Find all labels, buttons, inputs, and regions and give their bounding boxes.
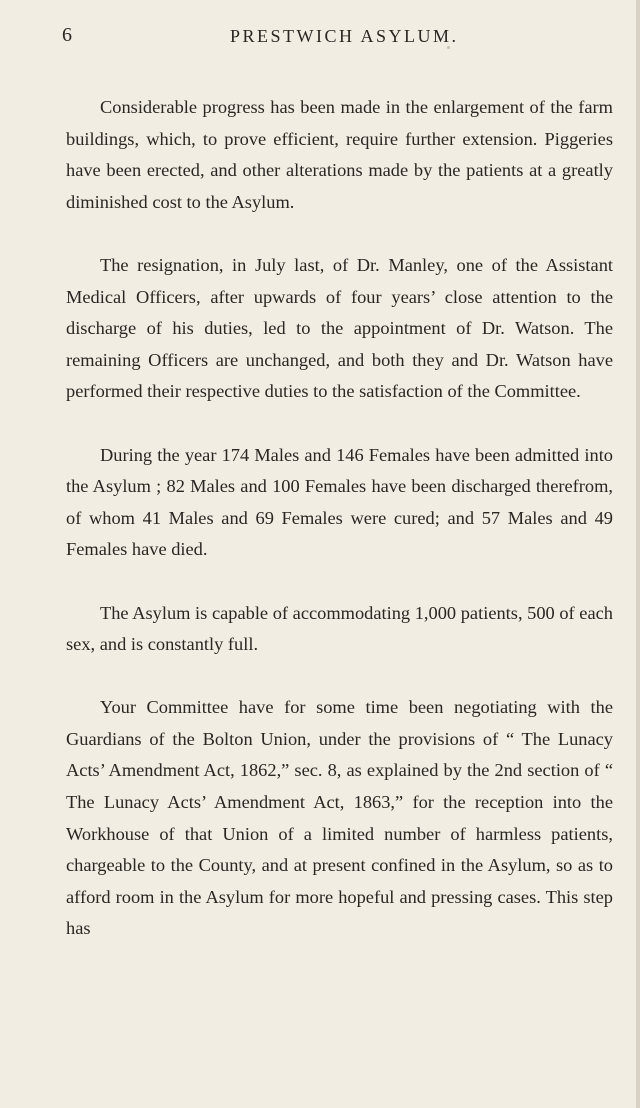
paragraph-farm-buildings: Considerable progress has been made in the enlargement of the farm buildings, which, to prove efficient, require further extension. Piggeries have been erected, and other alterations made by the patients at a greatly diminished cost to the Asylum. [66, 97, 613, 212]
page-number: 6 [62, 24, 73, 46]
running-head [62, 24, 612, 54]
paragraph-officers: The resignation, in July last, of Dr. Manley, one of the Assistant Medical Officers, after upwards of four years’ close attention to the discharge of his duties, led to the appointment of Dr. Watson. The remaining Officers are unchanged, and both they and Dr. Watson have performed their respective duties to the satisfaction of the Committee. [66, 254, 613, 402]
page-edge-shadow [636, 0, 640, 1108]
running-title: PRESTWICH ASYLUM. [230, 26, 459, 46]
paragraph-bolton-union: Your Committee have for some time been negotiating with the Guardians of the Bolton Union, under the provisions of “ The Lunacy Acts’ Amendment Act, 1862,” sec. 8, as explained by the 2nd section of “ The Lunacy Acts’ Amendment Act, 1863,” for the reception into the Workhouse of that Union of a limited number of harmless patients, chargeable to the County, and at present confined in the Asylum, so as to afford room in the Asylum for more hopeful and pressing cases. This step has [66, 697, 613, 939]
paragraph-capacity: The Asylum is capable of accommodating 1,000 patients, 500 of each sex, and is constantly full. [66, 602, 613, 655]
paragraph-admissions: During the year 174 Males and 146 Females have been admitted into the Asylum ; 82 Males and 100 Females have been discharged therefrom, of whom 41 Males and 69 Females were cured; and 57 Males and 49 Females have died. [66, 444, 613, 560]
body-text [66, 92, 613, 977]
